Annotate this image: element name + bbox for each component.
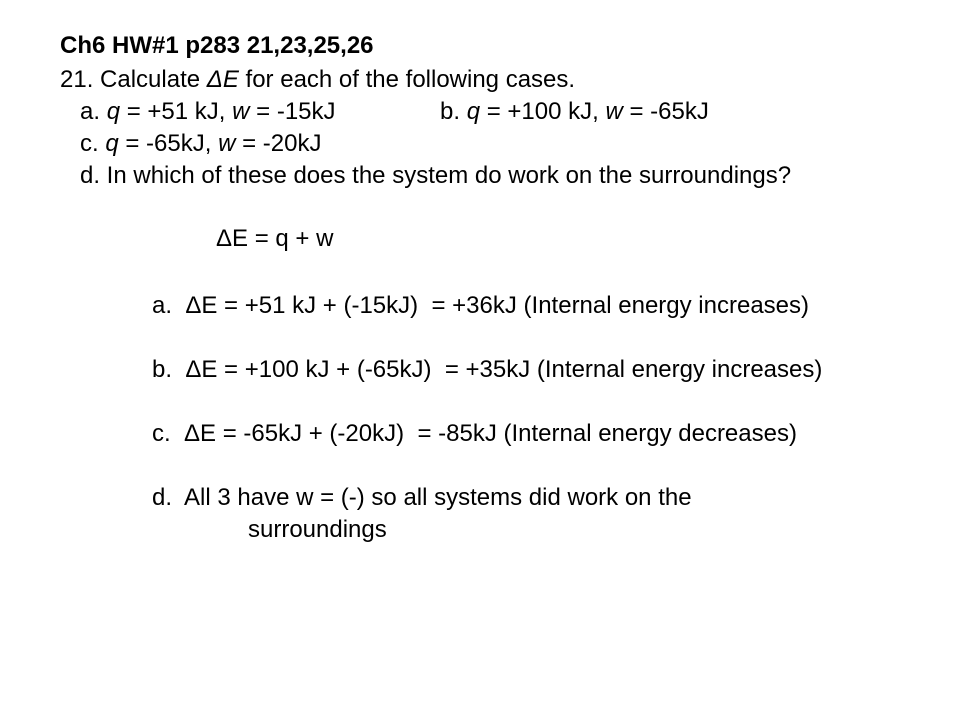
case-a-w-value: = -15kJ	[249, 98, 336, 125]
case-b	[440, 98, 709, 127]
question-d: d. In which of these does the system do work on the surroundings?	[80, 162, 792, 189]
case-b-q-var: q	[466, 98, 481, 125]
prompt-suffix: for each of the following cases.	[238, 66, 576, 93]
case-c-q-value: = -65kJ,	[118, 130, 219, 157]
prompt-symbol: ΔE	[206, 66, 239, 93]
answer-b: b. ΔE = +100 kJ + (-65kJ) = +35kJ (Internal energy increases)	[152, 356, 823, 383]
case-a-w-var: w	[232, 98, 250, 125]
case-c-q-var: q	[105, 130, 119, 157]
case-a	[80, 98, 336, 127]
case-b-label: b.	[440, 98, 467, 125]
formula: ΔE = q + w	[216, 225, 334, 252]
case-a-q-value: = +51 kJ,	[120, 98, 233, 125]
page-title: Ch6 HW#1 p283 21,23,25,26	[60, 32, 374, 59]
case-c	[80, 130, 321, 159]
case-b-w-var: w	[605, 98, 623, 125]
case-c-w-value: = -20kJ	[235, 130, 322, 157]
answer-a: a. ΔE = +51 kJ + (-15kJ) = +36kJ (Internal energy increases)	[152, 292, 810, 319]
answer-d-line2: surroundings	[248, 516, 387, 543]
case-b-w-value: = -65kJ	[622, 98, 709, 125]
case-b-q-value: = +100 kJ,	[480, 98, 606, 125]
case-a-label: a.	[80, 98, 107, 125]
case-c-w-var: w	[218, 130, 236, 157]
problem-prompt	[60, 66, 575, 95]
case-a-q-var: q	[106, 98, 121, 125]
answer-d-line1: d. All 3 have w = (-) so all systems did work on the	[152, 484, 692, 511]
prompt-prefix: 21. Calculate	[60, 66, 207, 93]
answer-c: c. ΔE = -65kJ + (-20kJ) = -85kJ (Internal energy decreases)	[152, 420, 797, 447]
case-c-label: c.	[80, 130, 106, 157]
